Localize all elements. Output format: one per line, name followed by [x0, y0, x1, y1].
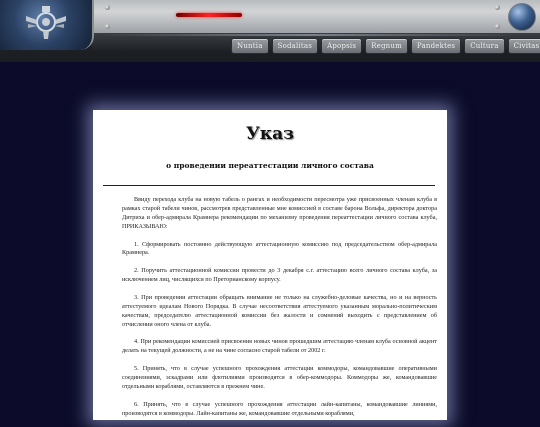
title-divider — [103, 185, 435, 186]
emblem-frame[interactable] — [0, 0, 94, 50]
decree-item: 3. При проведении аттестации обращать внимание не только на служебно-деловые качества, но и на верность аттестуемого идеалам Нового Порядка. В случае несоответствия аттестуемого указанным морально-политическим качествам, председателю аттестационной комиссии без жалости и сомнений выходить с представлением об отчислении оного члена от клуба. — [122, 293, 437, 328]
nav-button-pandektes[interactable]: Pandektes — [411, 38, 461, 54]
decree-document — [93, 110, 447, 420]
screw-icon — [495, 5, 500, 10]
main-nav — [231, 38, 540, 54]
eagle-emblem-icon — [24, 4, 68, 44]
document-body — [122, 196, 437, 427]
globe-icon — [508, 3, 536, 31]
decree-item: 4. При рекомендации комиссией присвоения новых чинов прошедшим аттестацию членам клуба основной акцент делать на текущей должности, а не на чине согласно старой табели от 2002 г. — [122, 338, 437, 355]
document-subtitle: о проведении переаттестации личного состава — [166, 161, 374, 170]
decree-item: 1. Сформировать постоянно действующую аттестационную комиссию под председательством обер-адмирала Крамнера. — [122, 240, 437, 257]
header-highlight — [100, 34, 520, 36]
nav-button-nuntia[interactable]: Nuntia — [231, 38, 269, 54]
nav-button-civitas[interactable]: Civitas — [508, 38, 540, 54]
screw-icon — [495, 24, 500, 29]
decree-item: 2. Поручить аттестационной комиссии провести до 3 декабря с.г. аттестацию всего личного состава клуба, за исключением лиц, числящихся по Преторианскому корпусу. — [122, 267, 437, 284]
red-indicator-light — [176, 13, 242, 17]
screw-icon — [105, 24, 110, 29]
document-title: Указ — [246, 124, 294, 144]
nav-button-regnum[interactable]: Regnum — [365, 38, 408, 54]
screw-icon — [105, 5, 110, 10]
decree-item: 6. Принять, что в случае успешного прохождения аттестации лайн-капитаны, командовавшие линиями, производятся в коммодоры. Лайн-капитаны же, командовавшие отдельными кораблями, — [122, 400, 437, 417]
site-header — [0, 0, 540, 62]
decree-preamble: Ввиду перехода клуба на новую табель о рангах и необходимости пересмотра уже присвоенных членам клуба в рамках старой табели чинов, рассмотрев представленные мне комиссией в составе барона Вольфа, директора доктора Дитриха и обер-адмирала Крамнера рекомендации по механизму проведения переаттестации личного состава клуба, ПРИКАЗЫВАЮ: — [122, 196, 437, 230]
nav-button-cultura[interactable]: Cultura — [464, 38, 504, 54]
nav-button-sodalitas[interactable]: Sodalitas — [272, 38, 319, 54]
nav-button-apopsis[interactable]: Apopsis — [321, 38, 362, 54]
decree-item: 5. Принять, что в случае успешного прохождения аттестации коммодоры, командовавшие оперативными соединениями, эскадрами или флотилиями производятся в обер-коммодоры. Коммодоры же, командовавшие отдельными кораблями, оставляются в прежнем чине. — [122, 365, 437, 390]
